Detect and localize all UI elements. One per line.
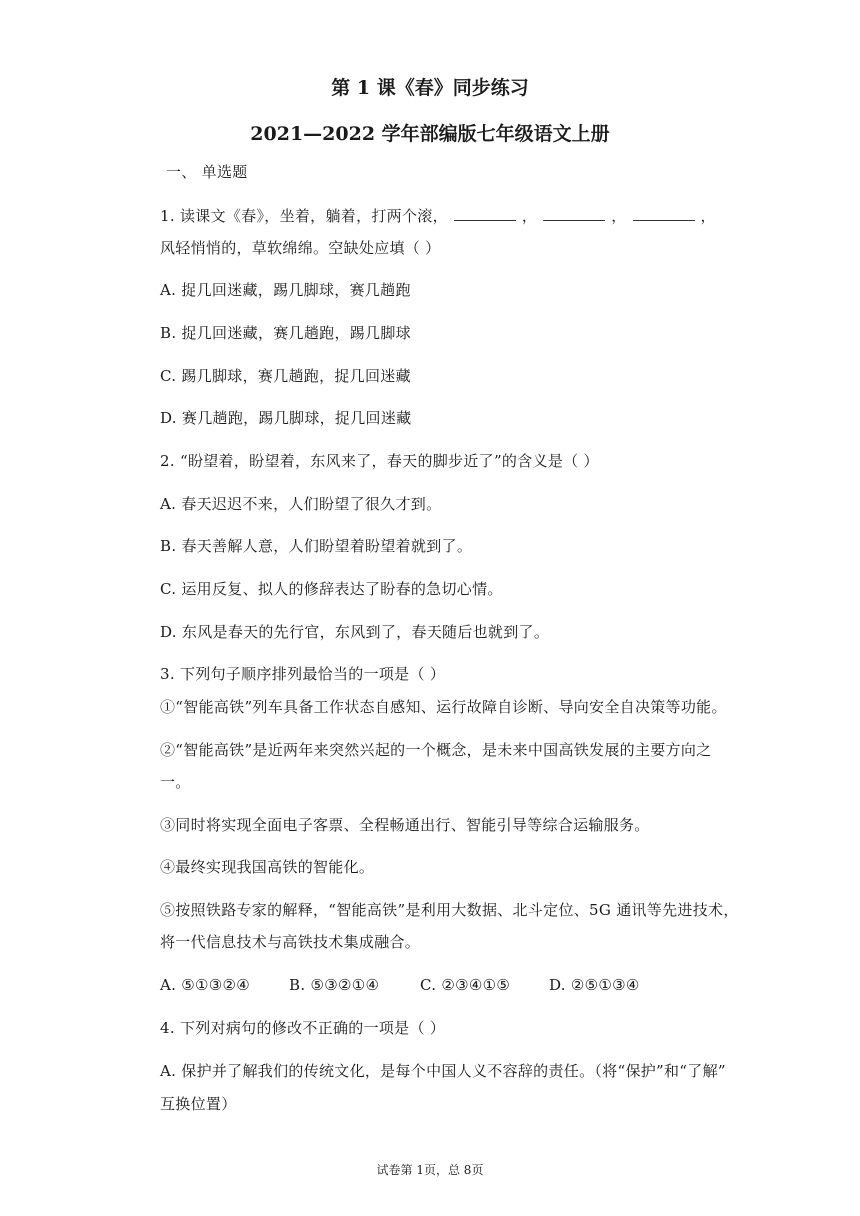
question-3-option-c: C. ②③④①⑤ — [420, 976, 511, 994]
question-3-sentence-3: ③同时将实现全面电子客票、全程畅通出行、智能引导等综合运输服务。 — [160, 816, 650, 834]
question-2-option-d: D. 东风是春天的先行官，东风到了，春天随后也就到了。 — [160, 623, 550, 641]
question-2-stem: 2. “盼望着，盼望着，东风来了，春天的脚步近了”的含义是（ ） — [160, 452, 599, 470]
question-1-sep-3: ， — [700, 207, 716, 225]
question-1-option-c: C. 踢几脚球，赛几趟跑，捉几回迷藏 — [160, 367, 411, 385]
question-1-option-d: D. 赛几趟跑，踢几脚球，捉几回迷藏 — [160, 409, 412, 427]
question-2-option-b: B. 春天善解人意，人们盼望着盼望着就到了。 — [160, 537, 473, 555]
question-3-sentence-2-cont: 一。 — [160, 773, 191, 791]
page-footer: 试卷第 1页，总 8页 — [376, 1163, 484, 1177]
question-3-sentence-2: ②“智能高铁”是近两年来突然兴起的一个概念，是未来中国高铁发展的主要方向之 — [160, 741, 712, 759]
question-4-option-a-cont: 互换位置） — [160, 1095, 237, 1113]
question-1-stem — [160, 206, 716, 226]
page-subtitle: 2021—2022 学年部编版七年级语文上册 — [250, 123, 610, 145]
question-1-stem-cont: 风轻悄悄的，草软绵绵。空缺处应填（ ） — [160, 239, 441, 257]
question-1-sep-1: ， — [521, 207, 538, 225]
question-1-option-b: B. 捉几回迷藏，赛几趟跑，踢几脚球 — [160, 324, 411, 342]
question-3-sentence-4: ④最终实现我国高铁的智能化。 — [160, 858, 375, 876]
answer-blank-1 — [454, 206, 516, 221]
question-2-option-a: A. 春天迟迟不来，人们盼望了很久才到。 — [160, 495, 442, 513]
page-title: 第 1 课《春》同步练习 — [331, 77, 529, 99]
question-4-stem: 4. 下列对病句的修改不正确的一项是（ ） — [160, 1019, 446, 1037]
question-3-sentence-1: ①“智能高铁”列车具备工作状态自感知、运行故障自诊断、导向安全自决策等功能。 — [160, 698, 727, 716]
question-3-sentence-5-cont: 将一代信息技术与高铁技术集成融合。 — [160, 933, 421, 951]
question-3-option-a: A. ⑤①③②④ — [160, 976, 251, 994]
answer-blank-2 — [543, 206, 605, 221]
question-2-option-c: C. 运用反复、拟人的修辞表达了盼春的急切心情。 — [160, 580, 503, 598]
answer-blank-3 — [633, 206, 695, 221]
question-3-sentence-5: ⑤按照铁路专家的解释，“智能高铁”是利用大数据、北斗定位、5G 通讯等先进技术， — [160, 901, 739, 919]
question-4-option-a: A. 保护并了解我们的传统文化，是每个中国人义不容辞的责任。（将“保护”和“了解” — [160, 1062, 726, 1080]
question-3-option-d: D. ②⑤①③④ — [549, 976, 640, 994]
question-1-option-a: A. 捉几回迷藏，踢几脚球，赛几趟跑 — [160, 281, 411, 299]
question-3-option-b: B. ⑤③②①④ — [289, 976, 380, 994]
question-3-options — [160, 975, 640, 995]
question-1-stem-text: 1. 读课文《春》，坐着，躺着，打两个滚， — [160, 207, 448, 225]
question-3-stem: 3. 下列句子顺序排列最恰当的一项是（ ） — [160, 665, 446, 683]
section-heading: 一、 单选题 — [166, 163, 248, 181]
question-1-sep-2: ， — [611, 207, 627, 225]
